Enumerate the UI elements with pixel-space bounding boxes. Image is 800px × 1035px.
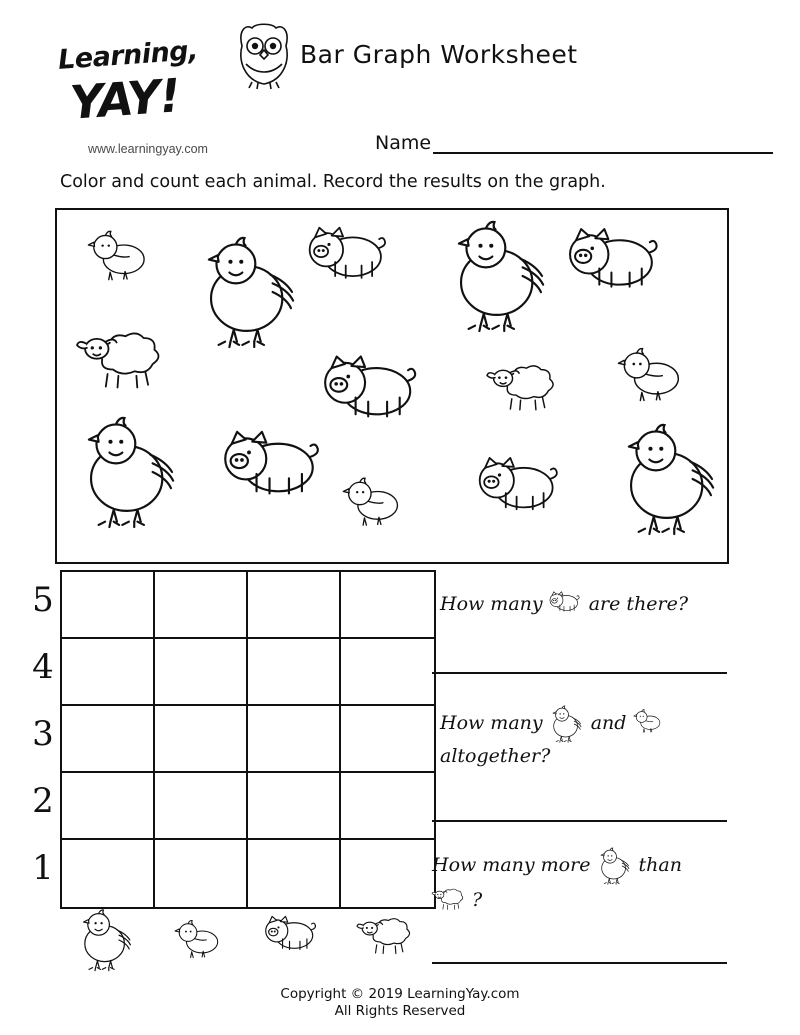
question-2 [440, 706, 740, 770]
chick-wing-icon [77, 418, 185, 526]
graph-cell[interactable] [155, 840, 248, 907]
graph-cell[interactable] [62, 706, 155, 773]
pig-icon [549, 588, 583, 622]
graph-cell[interactable] [62, 840, 155, 907]
question-3 [432, 848, 732, 918]
chick-wing-icon [447, 222, 555, 330]
graph-x-axis-icons [60, 910, 432, 970]
answer-line-2[interactable] [432, 820, 727, 822]
name-label: Name [375, 132, 432, 154]
sheep-icon [77, 320, 167, 410]
footer-copyright: Copyright © 2019 LearningYay.com [280, 986, 520, 1002]
pig-icon [477, 448, 567, 538]
graph-y-label-2: 2 [32, 780, 54, 821]
question-2-text-a: How many [440, 712, 543, 734]
chick-wing-icon [617, 425, 725, 533]
graph-y-label-1: 1 [32, 847, 54, 888]
graph-cell[interactable] [248, 639, 341, 706]
footer-rights: All Rights Reserved [334, 1003, 466, 1019]
instructions-text: Color and count each animal. Record the results on the graph. [60, 172, 606, 192]
question-3-text-c: ? [472, 889, 483, 911]
pig-icon [567, 218, 668, 319]
graph-cell[interactable] [341, 706, 434, 773]
sheep-icon [432, 884, 466, 918]
question-1 [440, 588, 740, 622]
graph-y-label-4: 4 [32, 646, 54, 687]
pig-icon [222, 420, 330, 528]
graph-y-axis-labels [20, 570, 60, 905]
graph-cell[interactable] [155, 773, 248, 840]
graph-cell[interactable] [341, 639, 434, 706]
question-1-text-b: are there? [588, 593, 689, 615]
graph-cell[interactable] [62, 572, 155, 639]
question-3-text-a: How many more [432, 854, 591, 876]
answer-line-3[interactable] [432, 962, 727, 964]
chick-plain-icon [342, 475, 408, 541]
graph-cell[interactable] [341, 840, 434, 907]
graph-cell[interactable] [62, 639, 155, 706]
answer-line-1[interactable] [432, 672, 727, 674]
chick-wing-icon [197, 238, 305, 346]
question-1-text-a: How many [440, 593, 543, 615]
chick-plain-icon [174, 918, 226, 970]
chick-wing-icon [549, 706, 585, 742]
graph-grid[interactable] [60, 570, 436, 909]
graph-cell[interactable] [248, 706, 341, 773]
question-2-text-c: altogether? [440, 745, 551, 767]
chick-wing-icon [77, 910, 137, 970]
graph-cell[interactable] [248, 773, 341, 840]
graph-y-label-3: 3 [32, 713, 54, 754]
graph-cell[interactable] [155, 572, 248, 639]
logo-line-2: YAY! [68, 68, 182, 130]
logo-url: www.learningyay.com [88, 142, 208, 156]
pig-icon [264, 910, 322, 968]
graph-cell[interactable] [155, 639, 248, 706]
chick-plain-icon [87, 228, 155, 296]
graph-cell[interactable] [341, 572, 434, 639]
pig-icon [307, 218, 395, 306]
graph-cell[interactable] [248, 572, 341, 639]
name-field-row [375, 132, 773, 154]
question-3-text-b: than [638, 854, 682, 876]
graph-y-label-5: 5 [32, 579, 54, 620]
sheep-icon [357, 910, 415, 968]
brand-logo [40, 14, 280, 164]
pig-icon [322, 345, 427, 450]
chick-wing-icon [597, 848, 633, 884]
question-2-text-b: and [590, 712, 627, 734]
animal-picture-box [55, 208, 729, 564]
name-input-line[interactable] [433, 136, 773, 154]
chick-plain-icon [633, 708, 665, 740]
graph-cell[interactable] [62, 773, 155, 840]
owl-icon [232, 20, 296, 90]
chick-plain-icon [617, 345, 690, 418]
sheep-icon [487, 355, 560, 428]
footer [0, 986, 800, 1020]
page-title: Bar Graph Worksheet [300, 40, 578, 69]
graph-cell[interactable] [341, 773, 434, 840]
graph-cell[interactable] [248, 840, 341, 907]
logo-line-1: Learning, [57, 35, 199, 76]
graph-cell[interactable] [155, 706, 248, 773]
